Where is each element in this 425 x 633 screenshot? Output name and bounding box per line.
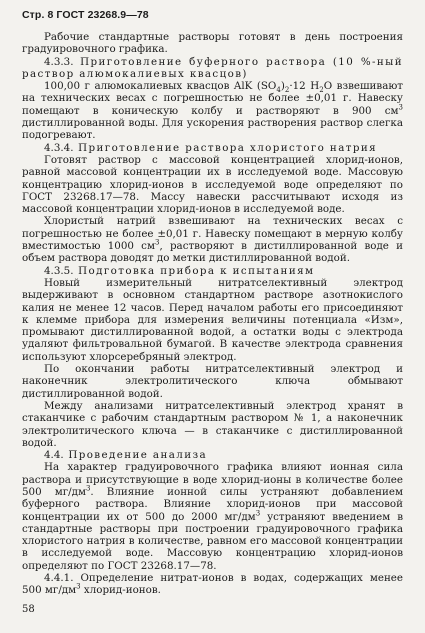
section-4-3-4-heading: 4.3.4. Приготовление раствора хлористого натрия [44, 141, 377, 154]
paragraph-sodium-chloride-weighing: Хлористый натрий взвешивают на технических весах с погрешностью не более ±0,01 г. Навеску помещают в мерную колбу вместимостью 1000 $см^3$, растворяют в дистиллированной воде и объем раствора доводят до метки дистиллированной водой. [22, 215, 404, 265]
paragraph-4-4-1: 4.4.1. Определение нитрат-ионов в водах, содержащих менее 500 $мг/дм^3$ хлорид-ионов. [22, 572, 403, 597]
paragraph-calibration-influence: На характер градуировочного графика влияют ионная сила раствора и присутствующие в воде хлорид-ионы в количестве более 500 $мг/дм^3$. Влияние ионной силы устраняют добавлением буферного раствора. Влияние хлорид-ионов при массовой концентрации их от 500 до 2000 $мг/дм^3$ устраняют введением в стандартные растворы при построении градуировочного графика хлористого натрия в количестве, равном его массовой концентрации в исследуемой воде. Массовую концентрацию хлорид-ионов определяют по ГОСТ 23268.17—78. [22, 461, 403, 572]
section-4-4-heading: 4.4. Проведение анализа [44, 449, 208, 462]
paragraph-chloride-solution: Готовят раствор с массовой концентрацией хлорид-ионов, равной массовой концентрации их в исследуемой воде. Массовую концентрацию хлорид-ионов в исследуемой воде определяют по ГОСТ 23268.17—78. Массу навески рассчитывают исходя из массовой концентрации хлорид-ионов в исследуемой воде. [22, 153, 403, 216]
section-4-3-3-heading: 4.3.3. Приготовление буферного раствора (10 %-ный раствор алюмокалиевых квасцов) [22, 55, 403, 80]
page-header: Стр. 8 ГОСТ 23268.9—78 [22, 9, 149, 21]
document-body [22, 31, 403, 597]
page-number: 58 [22, 604, 35, 615]
paragraph-working-solutions: Рабочие стандартные растворы готовят в день построения градуировочного графика. [22, 31, 403, 56]
paragraph-alum-preparation: 100,00 г алюмокалиевых квасцов AlK $(SO_4)_2\cdot 12$ $H_2O$ взвешивают на технических весах с погрешностью не более ±0,01 г. Навеску помещают в коническую колбу и растворяют в 900 $см^3$ дистиллированной воды. Для ускорения растворения раствор слегка подогревают. [22, 80, 403, 142]
paragraph-new-electrode: Новый измерительный нитратселективный электрод выдерживают в основном стандартном растворе азотнокислого калия не менее 12 часов. Перед началом работы его присоединяют к клемме прибора для измерения величины потенциала «Изм», промывают дистиллированной водой, а остатки воды с электрода удаляют фильтровальной бумагой. В качестве электрода сравнения используют хлорсеребряный электрод. [22, 276, 403, 363]
section-4-3-5-heading: 4.3.5. Подготовка прибора к испытаниям [44, 264, 315, 277]
paragraph-electrode-storage: Между анализами нитратселективный электрод хранят в стаканчике с рабочим стандартным раствором № 1, а наконечник электролитического ключа — в стаканчике с дистиллированной водой. [22, 399, 403, 449]
paragraph-end-of-work: По окончании работы нитратселективный электрод и наконечник электролитического ключа обмывают дистиллированной водой. [22, 363, 403, 400]
